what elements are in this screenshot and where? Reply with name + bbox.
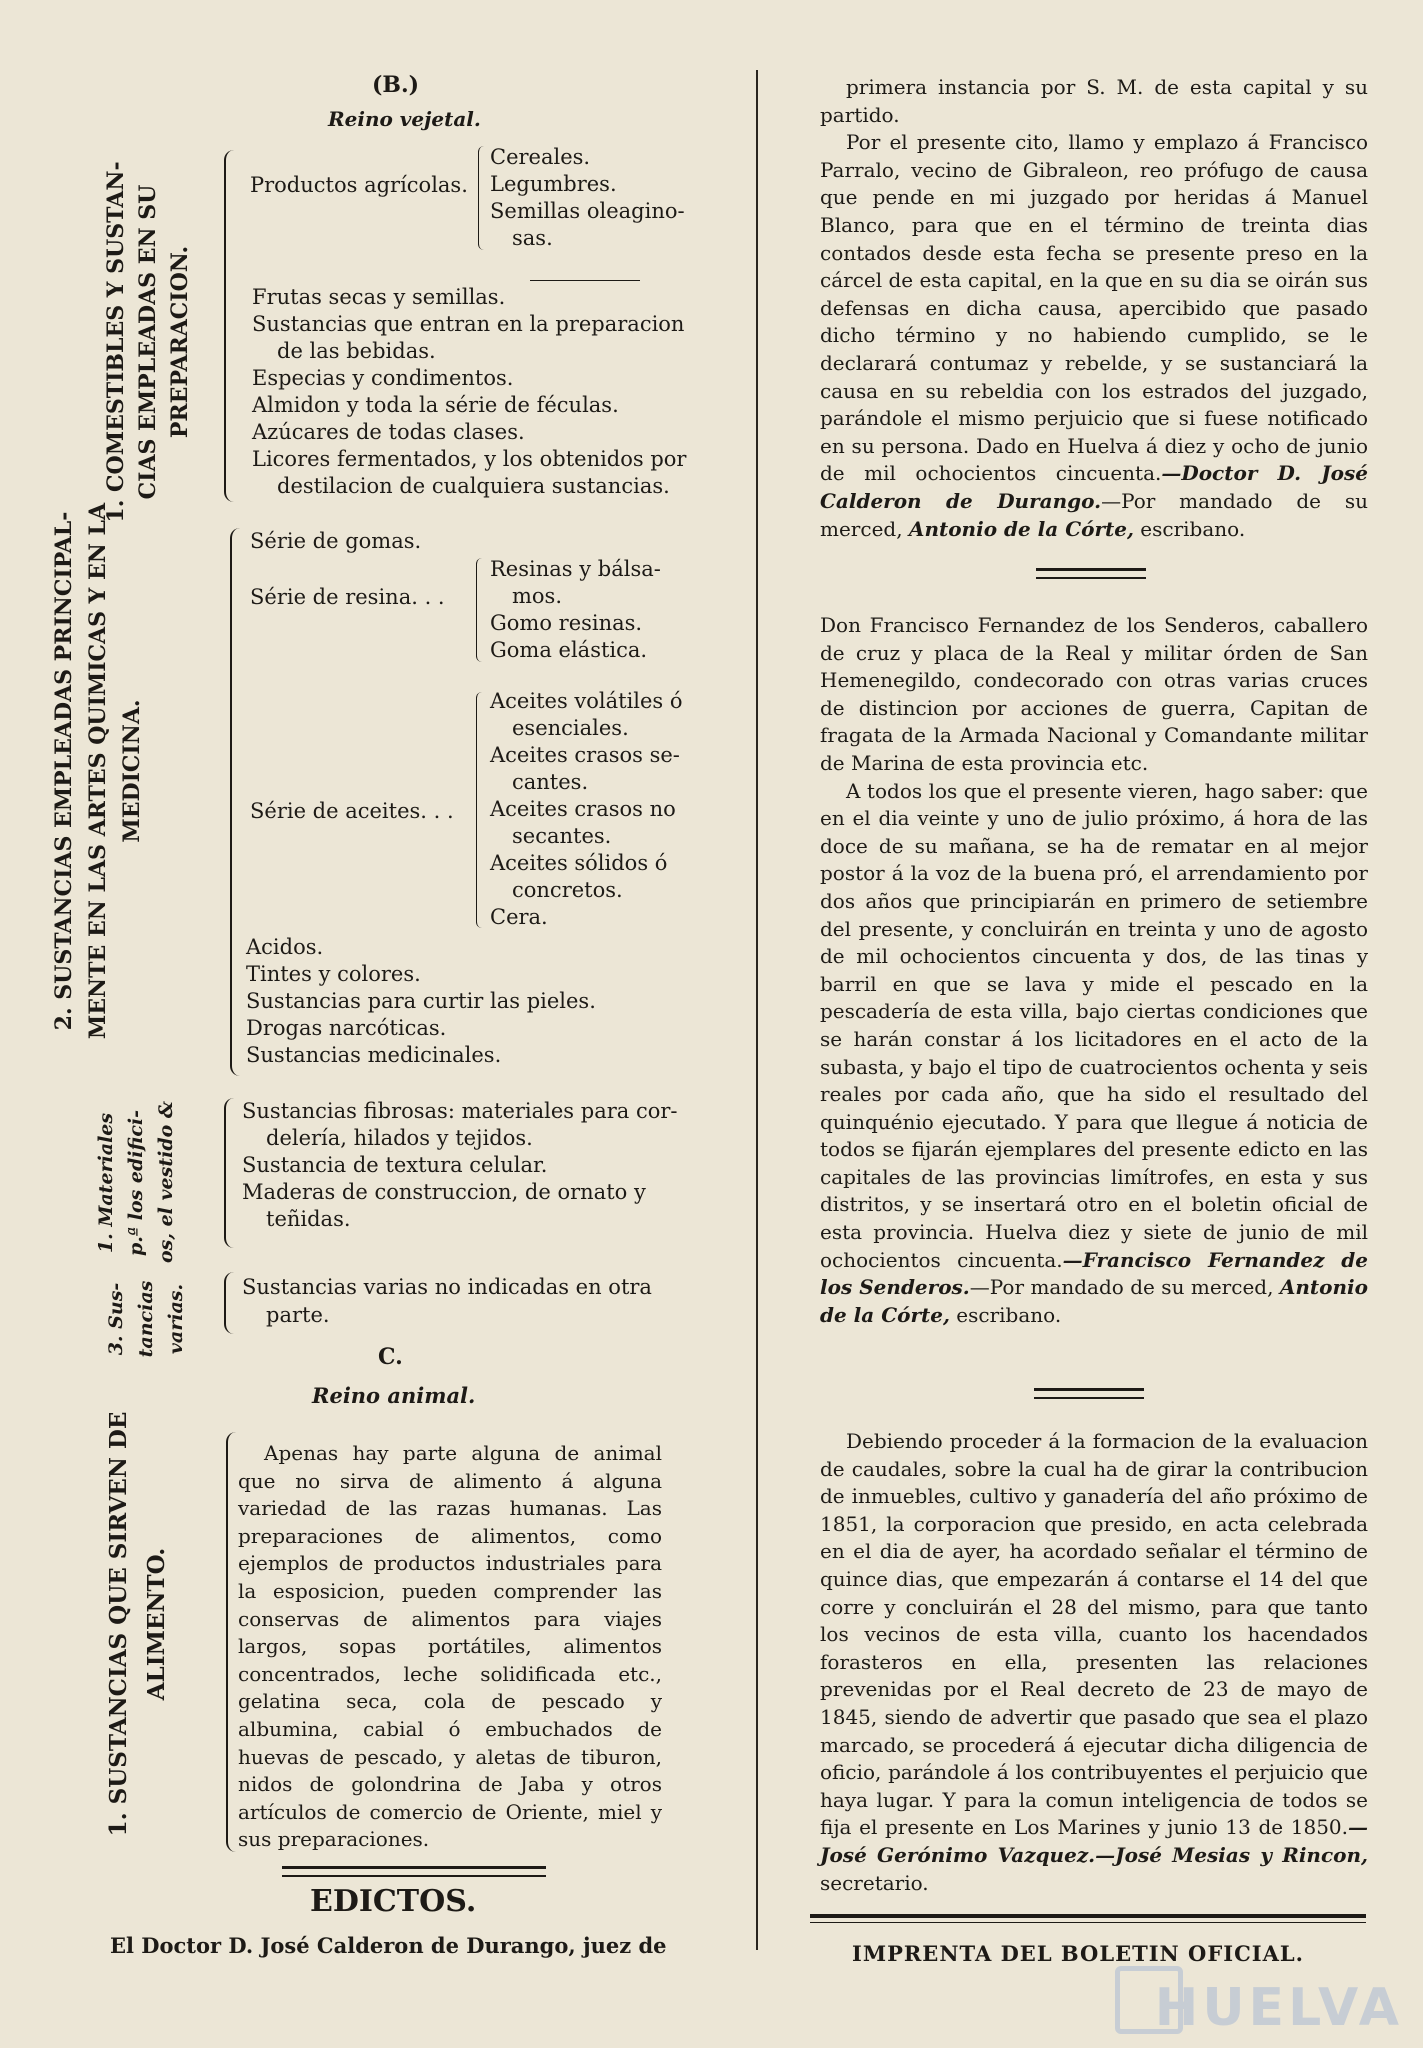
edicto2-block [820,612,1368,1329]
mat-item-1: delería, hilados y tejidos. [266,1126,533,1150]
mat-item-4: teñidas. [266,1207,351,1231]
aceites-item-1: esenciales. [512,716,629,740]
edicto3-sign-end: secretario. [820,1870,929,1895]
edictos-divider [282,1866,546,1877]
edicto1-sign2: Antonio de la Córte, [908,516,1134,541]
aceites-item-2: Aceites crasos se- [490,743,680,767]
section1-title-line3: PREPARACION. [167,245,193,439]
sec2-item-0: Acidos. [246,935,324,959]
edicto1-block [820,74,1368,543]
section2-vertical-title [47,491,157,1051]
reino-vegetal-title: Reino vejetal. [328,107,481,131]
sec1-item-0: Frutas secas y semillas. [252,285,506,309]
edicto3-paragraph [820,1428,1368,1897]
section2-brace [230,528,246,1076]
edicto2-divider [1034,1388,1144,1399]
aceites-item-4: Aceites crasos no [490,797,676,821]
animal-paragraph-block [238,1440,662,1854]
agricola-divider [530,280,640,281]
section2-title-line1: 2. SUSTANCIAS EMPLEADAS PRINCIPAL- [51,511,77,1031]
aceites-item-5: secantes. [512,824,612,848]
animal-paragraph: Apenas hay parte alguna de animal que no sirva de alimento á alguna variedad de las razas humanas. Las preparaciones de alimentos, como ejemplos de productos industriales para la esposicion, pueden comprender las conservas de alimentos para viajes largos, sopas portátiles, alimentos concentrados, leche solidificada etc., gelatina seca, cola de pescado y albumina, cabial ó embuchados de huevas de pescado, y aletas de tiburon, nidos de golondrina de Jaba y otros artículos de comercio de Oriente, miel y sus preparaciones. [238,1441,662,1852]
serie-gomas: Série de gomas. [250,529,422,553]
materiales-title-line3: os, el vestido & [155,1100,177,1263]
aceites-item-6: Aceites sólidos ó [490,851,668,875]
aceites-item-8: Cera. [490,905,548,929]
section3-title-line1: 3. Sus- [105,1282,127,1356]
resina-item-2: Gomo resinas. [490,611,643,635]
animal-vertical-title [100,1404,184,1844]
section1-title-line2: CIAS EMPLEADAS EN SU [135,184,161,500]
animal-title-line2: ALIMENTO. [143,1547,170,1701]
materiales-title-line2: p.ª los edifici- [125,1109,147,1257]
imprenta-footer: IMPRENTA DEL BOLETIN OFICIAL. [852,1941,1304,1966]
edictos-title: EDICTOS. [310,1884,477,1919]
edicto1-body: Por el presente cito, llamo y emplazo á Francisco Parralo, vecino de Gibraleon, reo prófugo de causa que pende en mi juzgado por heridas á Manuel Blanco, para que en el término de treinta dias contados desde esta fecha se presente preso en la cárcel de esta capital, en la que en su dia se oirán sus defensas en dicha causa, apercibido que pasado dicho término y no habiendo cumplido, se le declarará contumaz y rebelde, y se sustanciará la causa en su rebeldia con los estrados del juzgado, parándole el mismo perjuicio que si fuese notificado en su persona. Dado en Huelva á diez y ocho de junio de mil ochocientos cincuenta. [820,130,1368,486]
page-marker: (B.) [372,72,420,98]
aceites-item-7: concretos. [512,878,623,902]
edicto2-sign1: —Francisco Fernandez de los Senderos. [820,1247,1368,1300]
animal-title-line1: 1. SUSTANCIAS QUE SIRVEN DE [105,1411,132,1837]
edicto1-divider [1036,568,1146,579]
section3-vertical-title [101,1263,195,1375]
watermark-text: HUELVA [1154,1978,1403,2038]
edicto3-block [820,1428,1368,1897]
edicto1-sign-paragraph [820,129,1368,543]
sec1-item-7: destilacion de cualquiera sustancias. [277,474,670,498]
section3-title-line2: tancias [135,1280,157,1358]
mat-item-0: Sustancias fibrosas: materiales para cor- [242,1099,678,1123]
section2-title-line3: MEDICINA. [119,699,145,843]
sec2-item-2: Sustancias para curtir las pieles. [246,989,596,1013]
sec1-item-4: Almidon y toda la série de féculas. [252,393,619,417]
edicto3-body: Debiendo proceder á la formacion de la evaluacion de caudales, sobre la cual ha de girar la contribucion de inmuebles, cultivo y ganadería del año próximo de 1851, la corporacion que presido, en acta celebrada en el dia de ayer, ha acordado señalar el término de quince dias, que empezarán á contarse el 14 del que corre y concluirán el 28 del mismo, para que tanto los vecinos de esta villa, cuanto los hacendados forasteros en ella, presenten las relaciones prevenidas por el Real decreto de 23 de mayo de 1845, siendo de advertir que pasado que sea el plazo marcado, se procederá á ejecutar dicha diligencia de oficio, parándole á los contribuyentes el perjuicio que haya lugar. Y para la comun inteligencia de todos se fija el presente en Los Marines y junio 13 de 1850. [820,1429,1368,1840]
edicto2-body: A todos los que el presente vieren, hago saber: que en el dia veinte y uno de julio próximo, á hora de las doce de su mañana, se ha de rematar en al mejor postor á la voz de la buena pró, el arrendamiento por dos años que principiarán en primero de setiembre del presente, y concluirán en treinta y uno de agosto de mil ochocientos cincuenta y dos, de las tinas y barril en que se lava y mide el pescado en la pescadería de esta villa, bajo ciertas condiciones que se harán constar á los licitadores en el acto de la subasta, y bajo el tipo de cuatrocientos ochenta y seis reales por cada año, que ha sido el resultado del quinquénio ejecutado. Y para que llegue á noticia de todos se fijarán ejemplares del presente edicto en las capitales de las provincias limítrofes, en esta y sus distritos, y se insertará otro en el boletin oficial de esta provincia. Huelva diez y siete de junio de mil ochocientos cincuenta. [820,778,1368,1272]
sec1-item-2: de las bebidas. [277,339,436,363]
sec1-item-6: Licores fermentados, y los obtenidos por [252,447,687,471]
section2-title-line2: MENTE EN LAS ARTES QUIMICAS Y EN LA [85,502,111,1040]
resina-item-3: Goma elástica. [490,638,648,662]
agricolas-brace [478,146,487,250]
agricola-item-cereales: Cereales. [490,145,591,169]
edicto2-paragraph [820,778,1368,1330]
sec1-item-1: Sustancias que entran en la preparacion [252,312,685,336]
aceites-brace [476,692,485,928]
resina-brace [476,558,485,662]
section3-title-line3: varias. [165,1283,187,1355]
materiales-brace [224,1098,238,1248]
column-separator [756,70,758,1950]
agricola-item-legumbres: Legumbres. [490,172,617,196]
mat-item-2: Sustancia de textura celular. [242,1153,548,1177]
edicto2-sign-end: escribano. [956,1302,1062,1327]
agricola-item-sas: sas. [512,226,553,250]
c-heading: C. [378,1344,403,1370]
edicto2-header: Don Francisco Fernandez de los Senderos, caballero de cruz y placa de la Real y militar órden de San Hemenegildo, condecorado con otras varias cruces de distincion por acciones de guerra, Capitan de fragata de la Armada Nacional y Comandante militar de Marina de esta provincia etc. [820,613,1368,775]
edicto-start: El Doctor D. José Calderon de Durango, juez de [110,1933,667,1958]
serie-resina: Série de resina. . . [250,585,445,609]
aceites-item-0: Aceites volátiles ó [490,689,683,713]
agricola-item-semillas: Semillas oleagino- [490,199,685,223]
edicto2-sign-mid: —Por mandado de su merced, [969,1275,1274,1300]
edicto3-sign1: —José Gerónimo Vazquez. [820,1815,1368,1867]
materiales-vertical-title [91,1100,185,1263]
aceites-item-3: cantes. [512,770,589,794]
edicto1-cont-start: primera instancia por S. M. de esta capital y su partido. [820,75,1368,127]
edicto1-sign1: —Doctor D. José Calderon de Durango. [820,461,1368,513]
serie-aceites: Série de aceites. . . [250,799,454,823]
edicto3-sign2: —José Mesias y Rincon, [1095,1842,1368,1867]
imprenta-rule-bottom [810,1922,1366,1923]
section1-title-line1: 1. COMESTIBLES Y SUSTAN- [103,161,129,523]
section3-brace [224,1272,236,1334]
sec2-item-1: Tintes y colores. [246,962,421,986]
productos-agricolas-label: Productos agrícolas. [250,173,468,197]
section1-brace [224,150,240,502]
imprenta-rule-top [810,1914,1366,1918]
sec2-item-4: Sustancias medicinales. [246,1043,502,1067]
sec3-item-0: Sustancias varias no indicadas en otra [242,1275,652,1299]
reino-animal-title: Reino animal. [312,1383,476,1408]
sec2-item-3: Drogas narcóticas. [246,1016,447,1040]
edicto2-sign2: Antonio de la Córte, [820,1275,1368,1327]
sec1-item-3: Especias y condimentos. [252,366,514,390]
materiales-title-line1: 1. Materiales [95,1112,117,1254]
edicto1-sign-end: escribano. [1140,516,1246,541]
mat-item-3: Maderas de construccion, de ornato y [242,1180,646,1204]
resina-item-1: mos. [512,584,563,608]
resina-item-0: Resinas y bálsa- [490,557,661,581]
edicto1-sign-mid: —Por mandado de su merced, [820,488,1368,541]
sec3-item-1: parte. [266,1303,330,1327]
sec1-item-5: Azúcares de todas clases. [252,420,525,444]
